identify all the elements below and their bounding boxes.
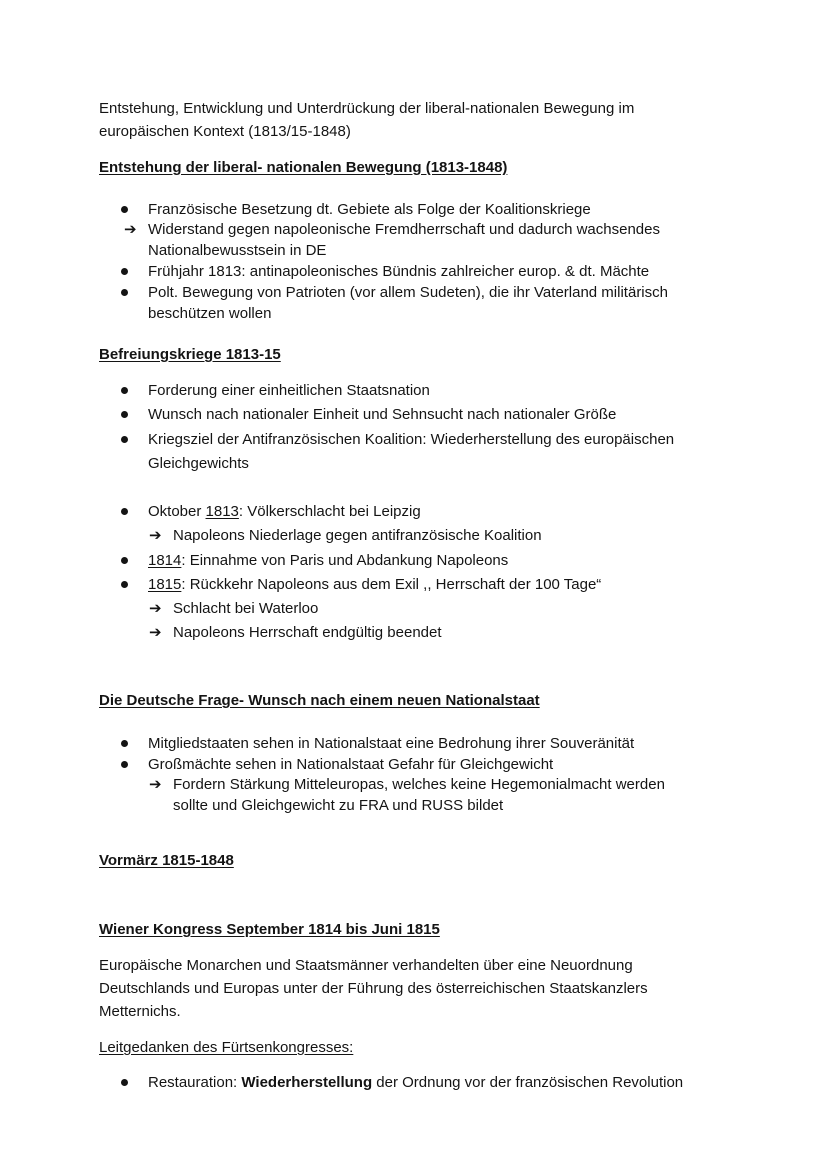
list-item bbox=[148, 1072, 683, 1093]
section-heading-vormaerz: Vormärz 1815-1848 bbox=[99, 852, 234, 869]
document-title-line-2: europäischen Kontext (1813/15-1848) bbox=[99, 123, 351, 140]
bullet-icon bbox=[121, 289, 128, 296]
section-heading-entstehung: Entstehung der liberal- nationalen Bewegung (1813-1848) bbox=[99, 159, 508, 176]
list-item: Kriegsziel der Antifranzösischen Koalition: Wiederherstellung des europäischen bbox=[148, 431, 675, 448]
bullet-icon bbox=[121, 387, 128, 394]
year-underlined: 1814 bbox=[148, 552, 182, 569]
bullet-icon bbox=[121, 206, 128, 213]
bullet-icon bbox=[121, 411, 128, 418]
sub-item: Napoleons Niederlage gegen antifranzösische Koalition bbox=[173, 527, 542, 544]
list-item: Frühjahr 1813: antinapoleonisches Bündnis zahlreicher europ. & dt. Mächte bbox=[148, 263, 650, 280]
year-underlined: 1815 bbox=[148, 576, 182, 593]
bullet-icon bbox=[121, 740, 128, 747]
list-item: Mitgliedstaaten sehen in Nationalstaat eine Bedrohung ihrer Souveränität bbox=[148, 735, 635, 752]
list-item-text: : Rückkehr Napoleons aus dem Exil ,, Herrschaft der 100 Tage“ bbox=[181, 576, 602, 593]
list-item-text: Restauration: bbox=[148, 1074, 242, 1091]
bullet-icon bbox=[121, 436, 128, 443]
list-item-text: Oktober bbox=[148, 503, 206, 520]
list-item: Polt. Bewegung von Patrioten (vor allem Sudeten), die ihr Vaterland militärisch bbox=[148, 284, 668, 301]
paragraph-line: Europäische Monarchen und Staatsmänner verhandelten über eine Neuordnung bbox=[99, 957, 633, 974]
list-item-bold-text: Wiederherstellung bbox=[241, 1074, 373, 1091]
sub-heading-leitgedanken: Leitgedanken des Fürtsenkongresses: bbox=[99, 1039, 354, 1056]
bullet-icon bbox=[121, 1079, 128, 1086]
section-heading-befreiungskriege: Befreiungskriege 1813-15 bbox=[99, 346, 281, 363]
list-item bbox=[148, 501, 421, 522]
sub-item: Napoleons Herrschaft endgültig beendet bbox=[173, 624, 442, 641]
section-heading-deutsche-frage: Die Deutsche Frage- Wunsch nach einem neuen Nationalstaat bbox=[99, 692, 540, 709]
list-item bbox=[148, 574, 601, 595]
bullet-icon bbox=[121, 268, 128, 275]
list-item bbox=[148, 550, 508, 571]
sub-item: Fordern Stärkung Mitteleuropas, welches keine Hegemonialmacht werden bbox=[173, 776, 665, 793]
arrow-right-icon: ➔ bbox=[149, 776, 162, 793]
paragraph-line: Deutschlands und Europas unter der Führung des österreichischen Staatskanzlers bbox=[99, 980, 648, 997]
list-item: Widerstand gegen napoleonische Fremdherrschaft und dadurch wachsendes bbox=[148, 221, 660, 238]
paragraph-line: Metternichs. bbox=[99, 1003, 181, 1020]
sub-item: Schlacht bei Waterloo bbox=[173, 600, 319, 617]
list-item-text: : Einnahme von Paris und Abdankung Napoleons bbox=[181, 552, 509, 569]
list-item: Großmächte sehen in Nationalstaat Gefahr für Gleichgewicht bbox=[148, 756, 554, 773]
bullet-icon bbox=[121, 761, 128, 768]
document-title-line-1: Entstehung, Entwicklung und Unterdrückung der liberal-nationalen Bewegung im bbox=[99, 100, 635, 117]
sub-item-continuation: sollte und Gleichgewicht zu FRA und RUSS bildet bbox=[173, 797, 504, 814]
bullet-icon bbox=[121, 508, 128, 515]
list-item-continuation: beschützen wollen bbox=[148, 305, 272, 322]
bullet-icon bbox=[121, 581, 128, 588]
list-item: Forderung einer einheitlichen Staatsnation bbox=[148, 382, 430, 399]
arrow-right-icon: ➔ bbox=[149, 600, 162, 617]
arrow-right-icon: ➔ bbox=[149, 624, 162, 641]
list-item-continuation: Gleichgewichts bbox=[148, 455, 249, 472]
year-underlined: 1813 bbox=[205, 503, 239, 520]
list-item: Französische Besetzung dt. Gebiete als Folge der Koalitionskriege bbox=[148, 201, 591, 218]
arrow-right-icon: ➔ bbox=[124, 221, 137, 238]
section-heading-wiener-kongress: Wiener Kongress September 1814 bis Juni 1815 bbox=[99, 921, 440, 938]
list-item-text: : Völkerschlacht bei Leipzig bbox=[238, 503, 421, 520]
list-item-continuation: Nationalbewusstsein in DE bbox=[148, 242, 327, 259]
list-item-text: der Ordnung vor der französischen Revolution bbox=[372, 1074, 684, 1091]
list-item: Wunsch nach nationaler Einheit und Sehnsucht nach nationaler Größe bbox=[148, 406, 617, 423]
bullet-icon bbox=[121, 557, 128, 564]
arrow-right-icon: ➔ bbox=[149, 527, 162, 544]
